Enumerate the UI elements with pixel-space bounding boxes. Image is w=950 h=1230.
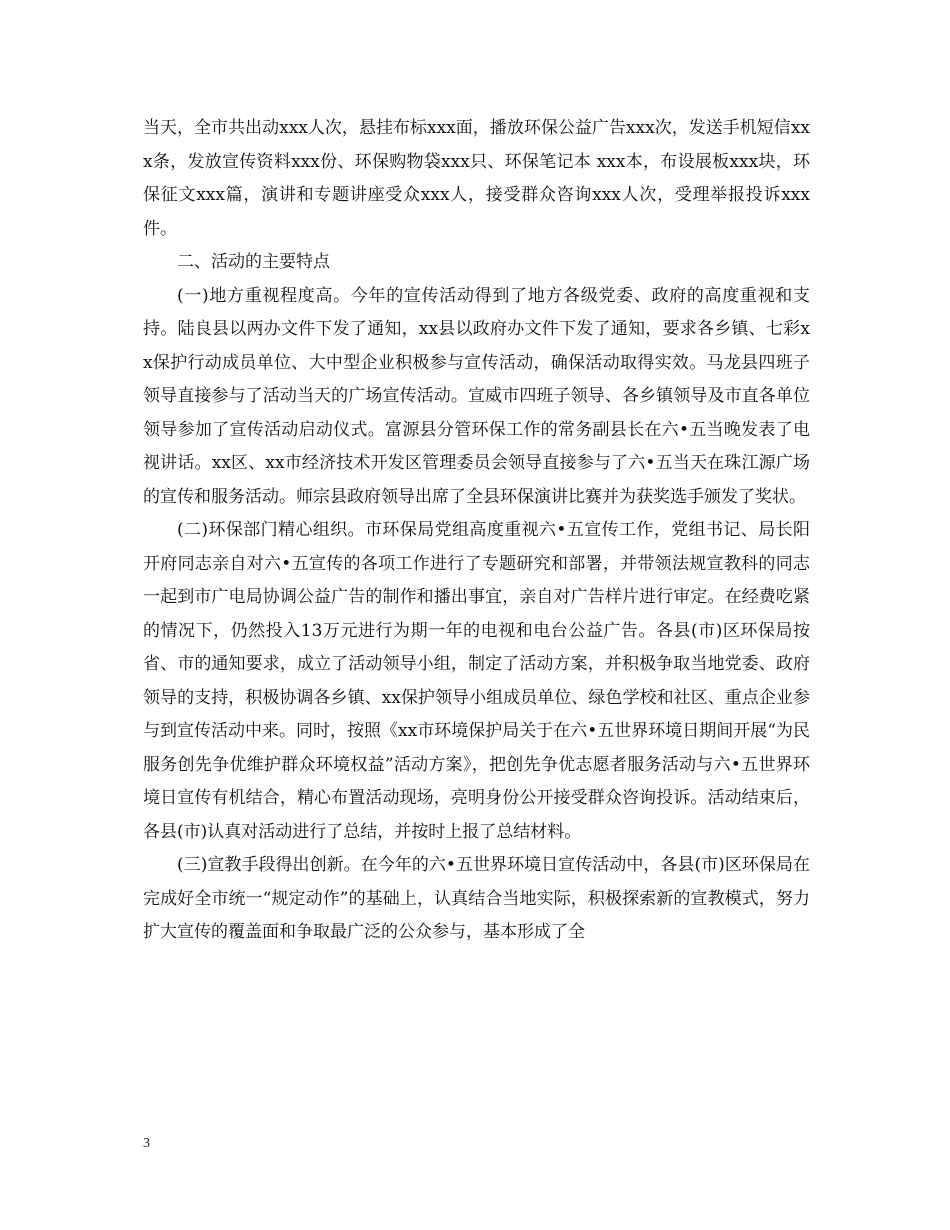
document-body xyxy=(143,112,810,950)
paragraph-continuation: 当天，全市共出动xxx人次，悬挂布标xxx面，播放环保公益广告xxx次，发送手机短信xxx条，发放宣传资料xxx份、环保购物袋xxx只、环保笔记本 xxx本，布设展板xxx块，环保征文xxx篇，演讲和专题讲座受众xxx人，接受群众咨询xxx人次，受理举报投诉xxx件。 xyxy=(143,118,810,239)
paragraph-local-attention: (一)地方重视程度高。今年的宣传活动得到了地方各级党委、政府的高度重视和支持。陆良县以两办文件下发了通知，xx县以政府办文件下发了通知，要求各乡镇、七彩xx保护行动成员单位、大中型企业积极参与宣传活动，确保活动取得实效。马龙县四班子领导直接参与了活动当天的广场宣传活动。宣威市四班子领导、各乡镇领导及市直各单位领导参加了宣传活动启动仪式。富源县分管环保工作的常务副县长在六•五当晚发表了电视讲话。xx区、xx市经济技术开发区管理委员会领导直接参与了六•五当天在珠江源广场的宣传和服务活动。师宗县政府领导出席了全县环保演讲比赛并为获奖选手颁发了奖状。 xyxy=(143,285,810,507)
paragraph-department-organization: (二)环保部门精心组织。市环保局党组高度重视六•五宣传工作，党组书记、局长阳开府同志亲自对六•五宣传的各项工作进行了专题研究和部署，并带领法规宣教科的同志一起到市广电局协调公益广告的制作和播出事宜，亲自对广告样片进行审定。在经费吃紧的情况下，仍然投入13万元进行为期一年的电视和电台公益广告。各县(市)区环保局按省、市的通知要求，成立了活动领导小组，制定了活动方案，并积极争取当地党委、政府领导的支持，积极协调各乡镇、xx保护领导小组成员单位、绿色学校和社区、重点企业参与到宣传活动中来。同时，按照《xx市环境保护局关于在六•五世界环境日期间开展“为民服务创先争优维护群众环境权益”活动方案》，把创先争优志愿者服务活动与六•五世界环境日宣传有机结合，精心布置活动现场，亮明身份公开接受群众咨询投诉。活动结束后，各县(市)认真对活动进行了总结，并按时上报了总结材料。 xyxy=(143,520,810,842)
page-number: 3 xyxy=(143,1136,150,1151)
paragraph-innovation: (三)宣教手段得出创新。在今年的六•五世界环境日宣传活动中，各县(市)区环保局在完成好全市统一“规定动作”的基础上，认真结合当地实际，积极探索新的宣教模式，努力扩大宣传的覆盖面和争取最广泛的公众参与，基本形成了全 xyxy=(143,855,810,942)
section-heading: 二、活动的主要特点 xyxy=(177,252,330,272)
